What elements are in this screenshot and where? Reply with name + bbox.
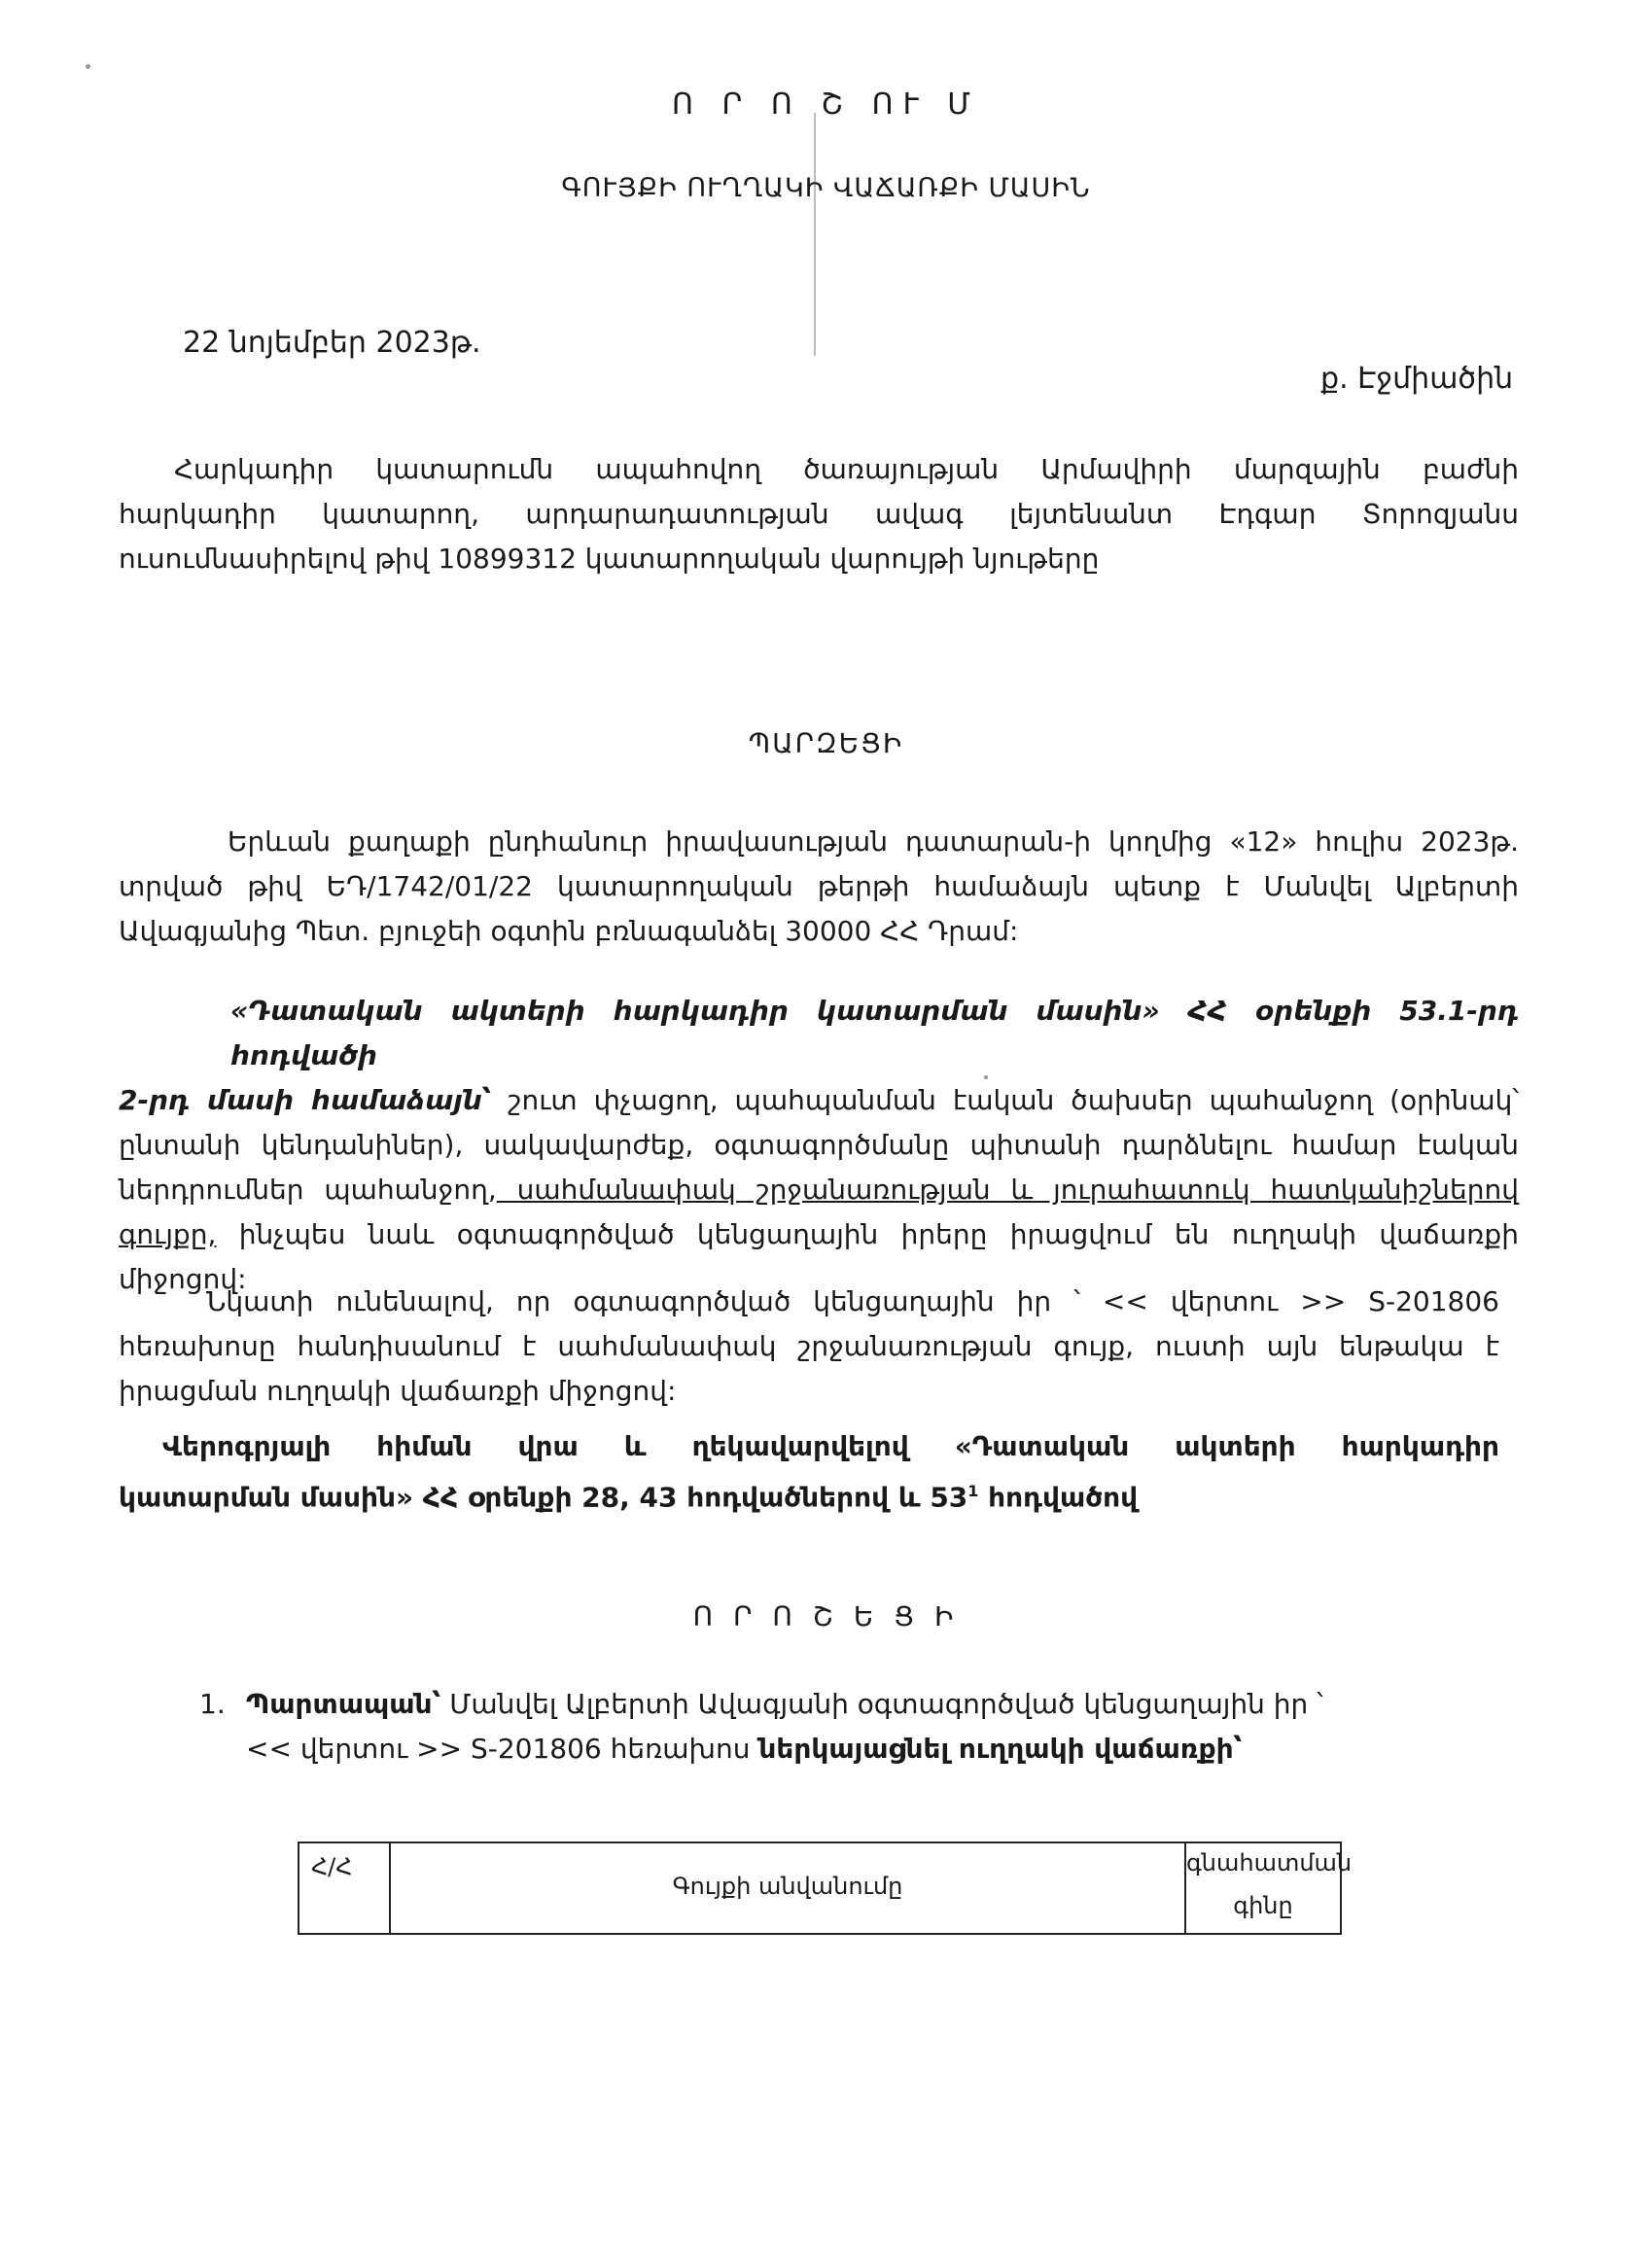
header-number: Հ/Հ (311, 1853, 353, 1880)
consider-paragraph (119, 1280, 1499, 1414)
item-text: << վերտու >> S-201806 հեռախոս (246, 1733, 759, 1765)
law-line: միջոցով: (119, 1263, 247, 1295)
scan-fold-line (814, 113, 816, 356)
item-line (246, 1682, 1510, 1727)
law-line: ընտանի կենդանիներ), սակավարժեք, օգտագործմանը պիտանի դարձնելու համար էական (119, 1129, 1519, 1161)
document-place: ք. Էջմիածին (1320, 362, 1514, 396)
header-price: գինը (1233, 1892, 1293, 1919)
table-header-cell (299, 1843, 391, 1933)
item-emphasis: Պարտապան՝ (246, 1688, 441, 1720)
intro-line: ուսումնասիրելով թիվ 10899312 կատարողական վարույթի նյութերը (119, 543, 1100, 575)
intro-line: Հարկադիր կատարումն ապահովող ծառայության Արմավիրի մարզային բաժնի (174, 453, 1519, 485)
header-property-name: Գույքի անվանումը (672, 1873, 903, 1900)
found-line: Ավագյանից Պետ. բյուջեի օգտին բռնագանձել 30000 ՀՀ Դրամ: (119, 915, 1019, 947)
law-line (119, 1078, 1519, 1123)
document-title: Ո Ր Ո Շ ՈՒ Մ (672, 88, 980, 122)
intro-paragraph (119, 447, 1519, 581)
heading-decided: Ո Ր Ո Շ Ե Ց Ի (692, 1600, 960, 1632)
document-subtitle: ԳՈՒՅՔԻ ՈՒՂՂԱԿԻ ՎԱՃԱՌՔԻ ՄԱՍԻՆ (561, 173, 1091, 203)
basis-text: հոդվածով (978, 1481, 1139, 1514)
law-line (119, 1168, 1519, 1212)
scan-speck (86, 64, 90, 69)
law-paragraph (119, 989, 1519, 1302)
consider-line: Նկատի ունենալով, որ օգտագործված կենցաղային իր ՝ << վերտու >> S-201806 (206, 1285, 1499, 1317)
property-table (298, 1842, 1353, 1935)
basis-paragraph (119, 1424, 1499, 1520)
law-text: շուտ փչացող, պահպանման էական ծախսեր պահանջող (օրինակ՝ (491, 1084, 1519, 1116)
document-date: 22 նոյեմբեր 2023թ. (183, 326, 481, 360)
decision-item (246, 1682, 1510, 1771)
basis-superscript: 1 (967, 1482, 979, 1500)
law-underlined: սահմանափակ շրջանառության և յուրահատուկ հատկանիշներով (496, 1174, 1519, 1206)
item-text: Մանվել Ալբերտի Ավագյանի օգտագործված կենցաղային իր ՝ (440, 1688, 1323, 1720)
consider-line: հեռախոսը հանդիսանում է սահմանափակ շրջանառության գույք, ուստի այն ենթակա է (119, 1330, 1499, 1362)
law-text: ինչպես նաև օգտագործված կենցաղային իրերը իրացվում են ուղղակի վաճառքի (216, 1218, 1519, 1250)
item-line (246, 1727, 1510, 1771)
basis-text: կատարման մասին» ՀՀ օրենքի 28, 43 հոդվածներով և 53 (119, 1481, 968, 1514)
table-header-cell (391, 1843, 1186, 1933)
found-paragraph (119, 820, 1519, 954)
found-line: Երևան քաղաքի ընդհանուր իրավասության դատարան-ի կողմից «12» հուլիս 2023թ. (228, 825, 1519, 858)
table-header-cell (1186, 1843, 1353, 1933)
law-emphasis: 2-րդ մասի համաձայն՝ (119, 1084, 492, 1116)
intro-line: հարկադիր կատարող, արդարադատության ավագ լեյտենանտ Էդգար Տորոզյանս (119, 498, 1519, 530)
basis-line (119, 1469, 1499, 1520)
found-line: տրված թիվ ԵԴ/1742/01/22 կատարողական թերթի համաձայն պետք է Մանվել Ալբերտի (119, 870, 1519, 902)
law-line (119, 1212, 1519, 1257)
item-emphasis: ներկայացնել ուղղակի վաճառքի՝ (758, 1733, 1243, 1765)
basis-line: Վերոգրյալի հիման վրա և ղեկավարվելով «Դատական ակտերի հարկադիր (162, 1430, 1499, 1462)
consider-line: իրացման ուղղակի վաճառքի միջոցով: (119, 1375, 677, 1407)
header-valuation: գնահատման (1186, 1849, 1353, 1877)
law-underlined: գույքը, (119, 1218, 217, 1250)
law-text: ներդրումներ պահանջող, (119, 1174, 497, 1206)
law-line: «Դատական ակտերի հարկադիր կատարման մասին» ՀՀ օրենքի 53.1-րդ հոդվածի (230, 995, 1519, 1071)
heading-found: ՊԱՐԶԵՑԻ (748, 727, 904, 759)
item-number: 1. (199, 1688, 226, 1720)
